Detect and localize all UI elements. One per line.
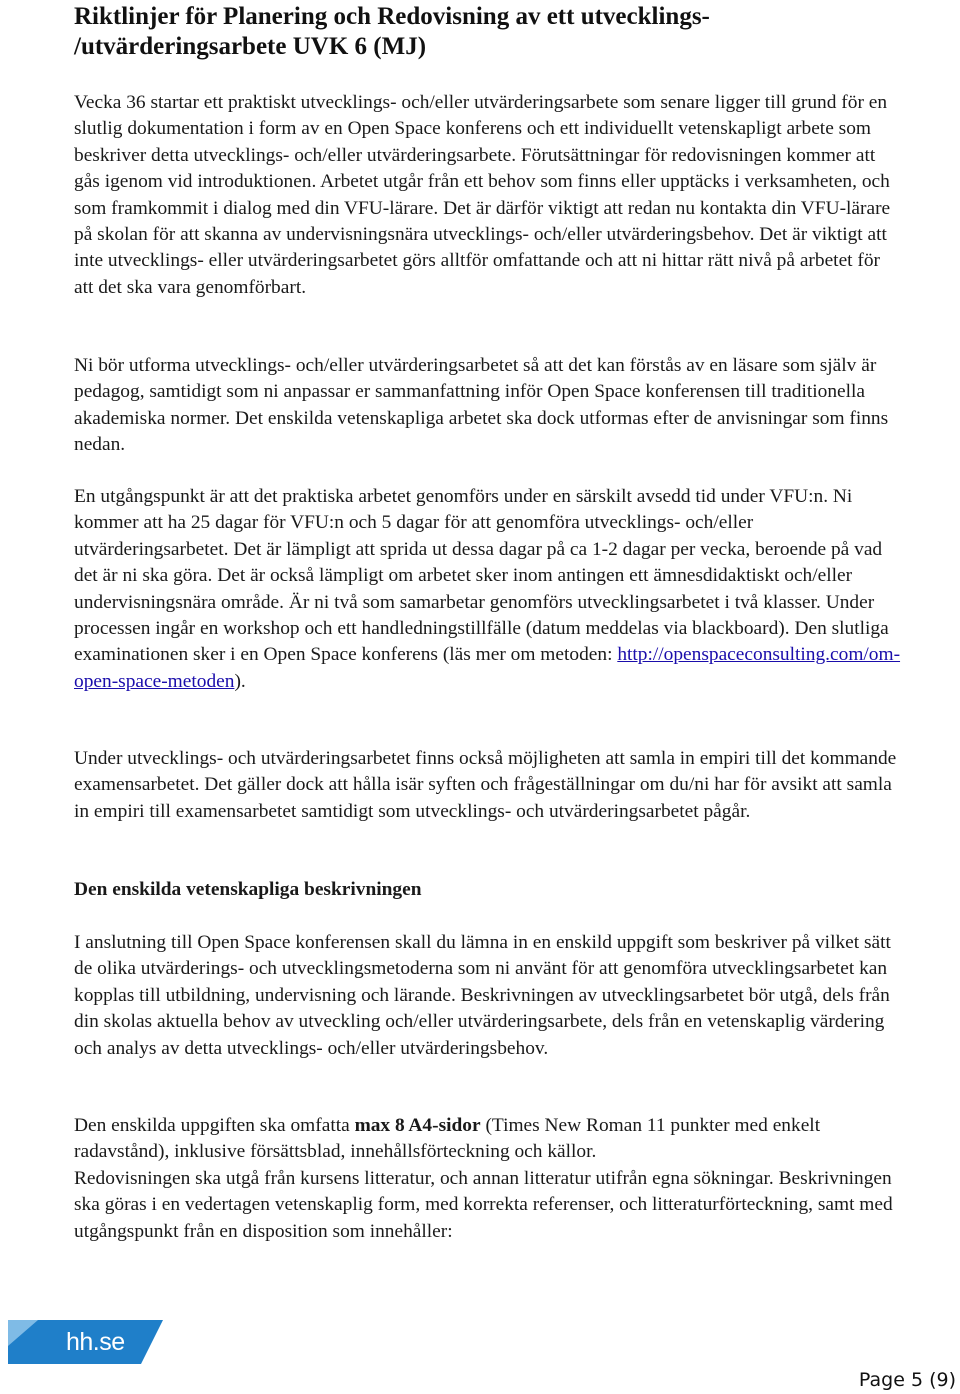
paragraph-starting-point-end: ). — [234, 670, 246, 692]
logo-text: hh.se — [66, 1328, 125, 1356]
section-heading: Den enskilda vetenskapliga beskrivningen — [74, 879, 422, 900]
page-number: Page 5 (9) — [858, 1369, 956, 1391]
paragraph-intro: Vecka 36 startar ett praktiskt utvecklings- och/eller utvärderingsarbete som senare ligger till grund för en slutlig dokumentation i form av en Open Space konferens och ett individuellt vetenskapligt arbete som beskriver detta utvecklings- och/eller utvärderingsarbete. Förutsättningar för redovisningen kommer att gås igenom vid introduktionen. Arbetet utgår från ett behov som finns eller upptäcks i verksamheten, och som framkommit i dialog med din VFU-lärare. Det är därför viktigt att redan nu kontakta din VFU-lärare på skolan för att skanna av undervisningsnära utvecklings- och/eller utvärderingsbehov. Det är viktigt att inte utvecklings- eller utvärderingsarbetet görs alltför omfattande och att ni hittar rätt nivå på arbetet för att det ska vara genomförbart. — [74, 92, 891, 298]
paragraph-starting-point-text: En utgångspunkt är att det praktiska arbetet genomförs under en särskilt avsedd tid under VFU:n. Ni kommer att ha 25 dagar för VFU:n och 5 dagar för att genomföra utvecklings- och/eller utvärderingsarbetet. Det är lämpligt att sprida ut dessa dagar på ca 1-2 dagar per vecka, beroende på vad det är ni ska göra. Det är också lämpligt om arbetet sker inom antingen ett ämnesdidaktiskt och/eller undervisningsnära område. Är ni två som samarbetar genomförs utvecklingsarbetet i två klasser. Under processen ingår en workshop och ett handledningstillfälle (datum meddelas via blackboard). Den slutliga examinationen sker i en Open Space konferens (läs mer om metoden: — [74, 486, 889, 666]
document-title — [74, 0, 904, 62]
scope-text-a: Den enskilda uppgiften ska omfatta — [74, 1115, 355, 1136]
paragraph-assignment: I anslutning till Open Space konferensen skall du lämna in en enskild uppgift som beskriver på vilket sätt de olika utvärderings- och utvecklingsmetoderna som ni använt för att genomföra utvecklingsarbetet kan kopplas till utbildning, undervisning och lärande. Beskrivningen av utvecklingsarbetet bör utgå, dels från din skolas aktuella behov av utveckling och/eller utvärderingsarbete, dels från en vetenskaplig värdering och analys av detta utvecklings- och/eller utvärderingsbehov. — [74, 932, 891, 1059]
open-space-link[interactable]: http://openspaceconsulting.com/om-open-space-metoden — [74, 644, 901, 692]
paragraph-design: Ni bör utforma utvecklings- och/eller utvärderingsarbetet så att det kan förstås av en läsare som själv är pedagog, samtidigt som ni anpassar er sammanfattning inför Open Space konferensen till traditionella akademiska normer. Det enskilda vetenskapliga arbetet ska dock utformas efter de anvisningar som finns nedan. — [74, 355, 889, 456]
paragraph-empirics: Under utvecklings- och utvärderingsarbetet finns också möjligheten att samla in empiri till det kommande examensarbetet. Det gäller dock att hålla isär syften och frågeställningar om du/ni har för avsikt att samla in empiri till examensarbetet samtidigt som utvecklings- och utvärderingsarbetet pågår. — [74, 748, 897, 822]
scope-text-b: (Times New Roman 11 punkter med enkelt radavstånd), inklusive försättsblad, innehållsförteckning och källor. — [74, 1115, 821, 1163]
scope-page-limit: max 8 A4-sidor — [354, 1115, 481, 1136]
title-line-2: /utvärderingsarbete UVK 6 (MJ) — [74, 33, 427, 60]
title-line-1: Riktlinjer för Planering och Redovisning av ett utvecklings- — [74, 3, 710, 30]
paragraph-scope — [74, 1113, 904, 1245]
scope-text-c: Redovisningen ska utgå från kursens litteratur, och annan litteratur utifrån egna sökningar. Beskrivningen ska göras i en vedertagen vetenskaplig form, med korrekta referenser, och litteraturförteckning, samt med utgångspunkt från en disposition som innehåller: — [74, 1167, 893, 1242]
document-page — [74, 0, 904, 1242]
paragraph-starting-point — [74, 484, 904, 695]
